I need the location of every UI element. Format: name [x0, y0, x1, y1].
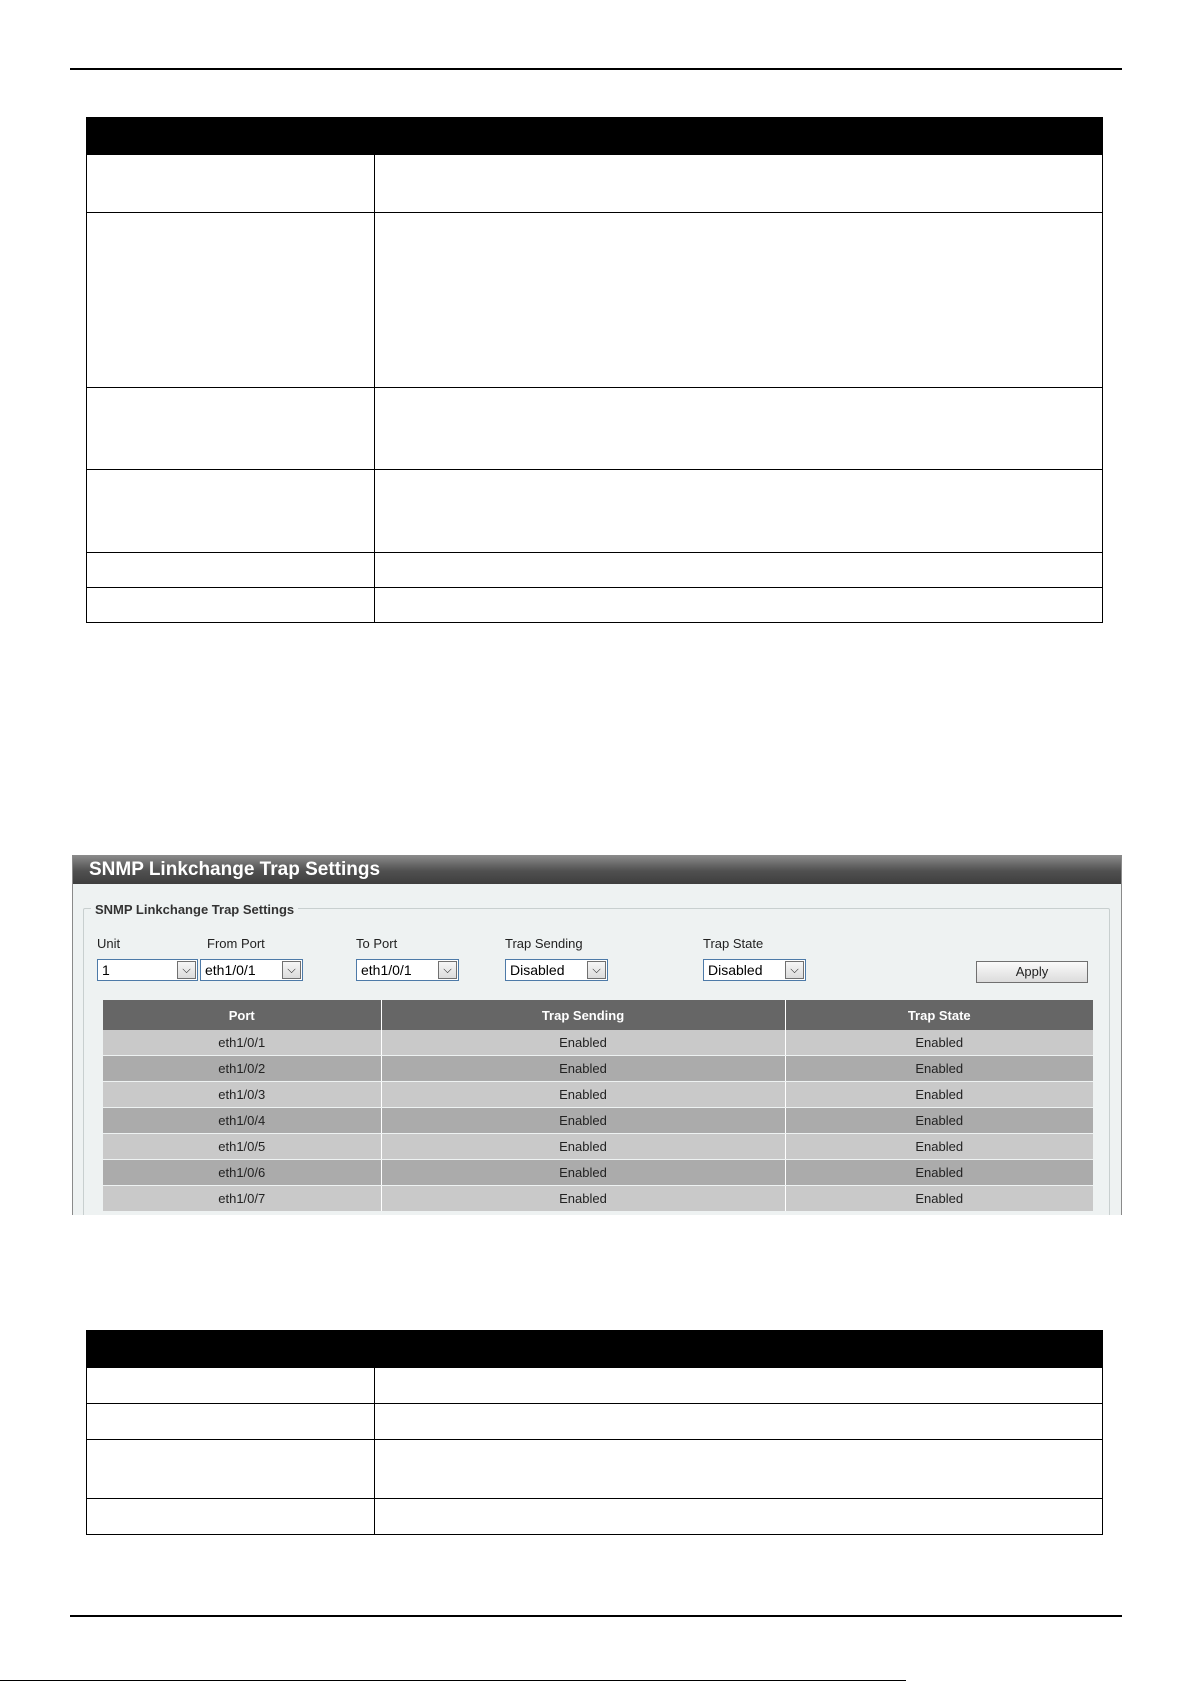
table-header-row	[103, 1000, 1093, 1030]
table-header-row	[87, 118, 1103, 155]
port-cell: eth1/0/2	[103, 1056, 381, 1082]
chevron-down-icon[interactable]: ⌵	[785, 961, 804, 979]
table-row	[87, 1440, 1103, 1499]
table-row	[103, 1030, 1093, 1056]
column-header-trap-state: Trap State	[785, 1000, 1093, 1030]
trap-state-cell: Enabled	[785, 1160, 1093, 1186]
column-header-port: Port	[103, 1000, 381, 1030]
trap-state-cell: Enabled	[785, 1030, 1093, 1056]
footer-rule	[70, 1615, 1122, 1617]
trap-sending-cell: Enabled	[381, 1030, 785, 1056]
trap-state-select[interactable]	[703, 959, 806, 981]
trap-state-label: Trap State	[703, 936, 764, 951]
table-row	[87, 588, 1103, 623]
chevron-down-icon[interactable]: ⌵	[587, 961, 606, 979]
trap-sending-label: Trap Sending	[505, 936, 583, 951]
trap-state-cell: Enabled	[785, 1108, 1093, 1134]
trap-sending-cell: Enabled	[381, 1082, 785, 1108]
to-port-label: To Port	[356, 936, 398, 951]
table-row	[103, 1108, 1093, 1134]
port-cell: eth1/0/6	[103, 1160, 381, 1186]
trap-sending-cell: Enabled	[381, 1134, 785, 1160]
to-port-select[interactable]	[356, 959, 459, 981]
trap-state-cell: Enabled	[785, 1186, 1093, 1212]
trap-sending-cell: Enabled	[381, 1108, 785, 1134]
port-cell: eth1/0/7	[103, 1186, 381, 1212]
parameter-table-1	[86, 117, 1103, 623]
table-row	[87, 1499, 1103, 1535]
trap-sending-cell: Enabled	[381, 1186, 785, 1212]
parameter-table-2	[86, 1330, 1103, 1535]
trap-state-select-value: Disabled	[708, 962, 763, 978]
trap-state-cell: Enabled	[785, 1134, 1093, 1160]
page-edge-line	[0, 1680, 906, 1681]
port-cell: eth1/0/3	[103, 1082, 381, 1108]
chevron-down-icon[interactable]: ⌵	[177, 961, 196, 979]
chevron-down-icon[interactable]: ⌵	[438, 961, 457, 979]
chevron-down-icon[interactable]: ⌵	[282, 961, 301, 979]
trap-settings-table	[103, 1000, 1093, 1212]
trap-state-cell: Enabled	[785, 1056, 1093, 1082]
trap-sending-cell: Enabled	[381, 1160, 785, 1186]
header-rule	[70, 68, 1122, 70]
trap-sending-cell: Enabled	[381, 1056, 785, 1082]
table-row	[103, 1186, 1093, 1212]
table-header-row	[87, 1331, 1103, 1368]
trap-sending-select-value: Disabled	[510, 962, 565, 978]
table-row	[103, 1134, 1093, 1160]
table-row	[87, 553, 1103, 588]
table-row	[87, 470, 1103, 553]
fieldset-legend: SNMP Linkchange Trap Settings	[91, 902, 298, 917]
to-port-select-value: eth1/0/1	[361, 962, 412, 978]
table-row	[103, 1160, 1093, 1186]
table-row	[103, 1056, 1093, 1082]
table-row	[87, 388, 1103, 470]
column-header-trap-sending: Trap Sending	[381, 1000, 785, 1030]
unit-label: Unit	[97, 936, 121, 951]
port-cell: eth1/0/5	[103, 1134, 381, 1160]
table-row	[103, 1082, 1093, 1108]
from-port-select[interactable]	[200, 959, 303, 981]
port-cell: eth1/0/1	[103, 1030, 381, 1056]
trap-state-cell: Enabled	[785, 1082, 1093, 1108]
table-row	[87, 213, 1103, 388]
table-row	[87, 1404, 1103, 1440]
trap-sending-select[interactable]	[505, 959, 608, 981]
table-row	[87, 1368, 1103, 1404]
panel-title: SNMP Linkchange Trap Settings	[73, 855, 1121, 884]
port-cell: eth1/0/4	[103, 1108, 381, 1134]
from-port-select-value: eth1/0/1	[205, 962, 256, 978]
screenshot-panel	[72, 855, 1122, 1215]
from-port-label: From Port	[207, 936, 265, 951]
table-row	[87, 155, 1103, 213]
unit-select[interactable]	[97, 959, 198, 981]
apply-button[interactable]: Apply	[976, 961, 1088, 983]
unit-select-value: 1	[102, 962, 110, 978]
